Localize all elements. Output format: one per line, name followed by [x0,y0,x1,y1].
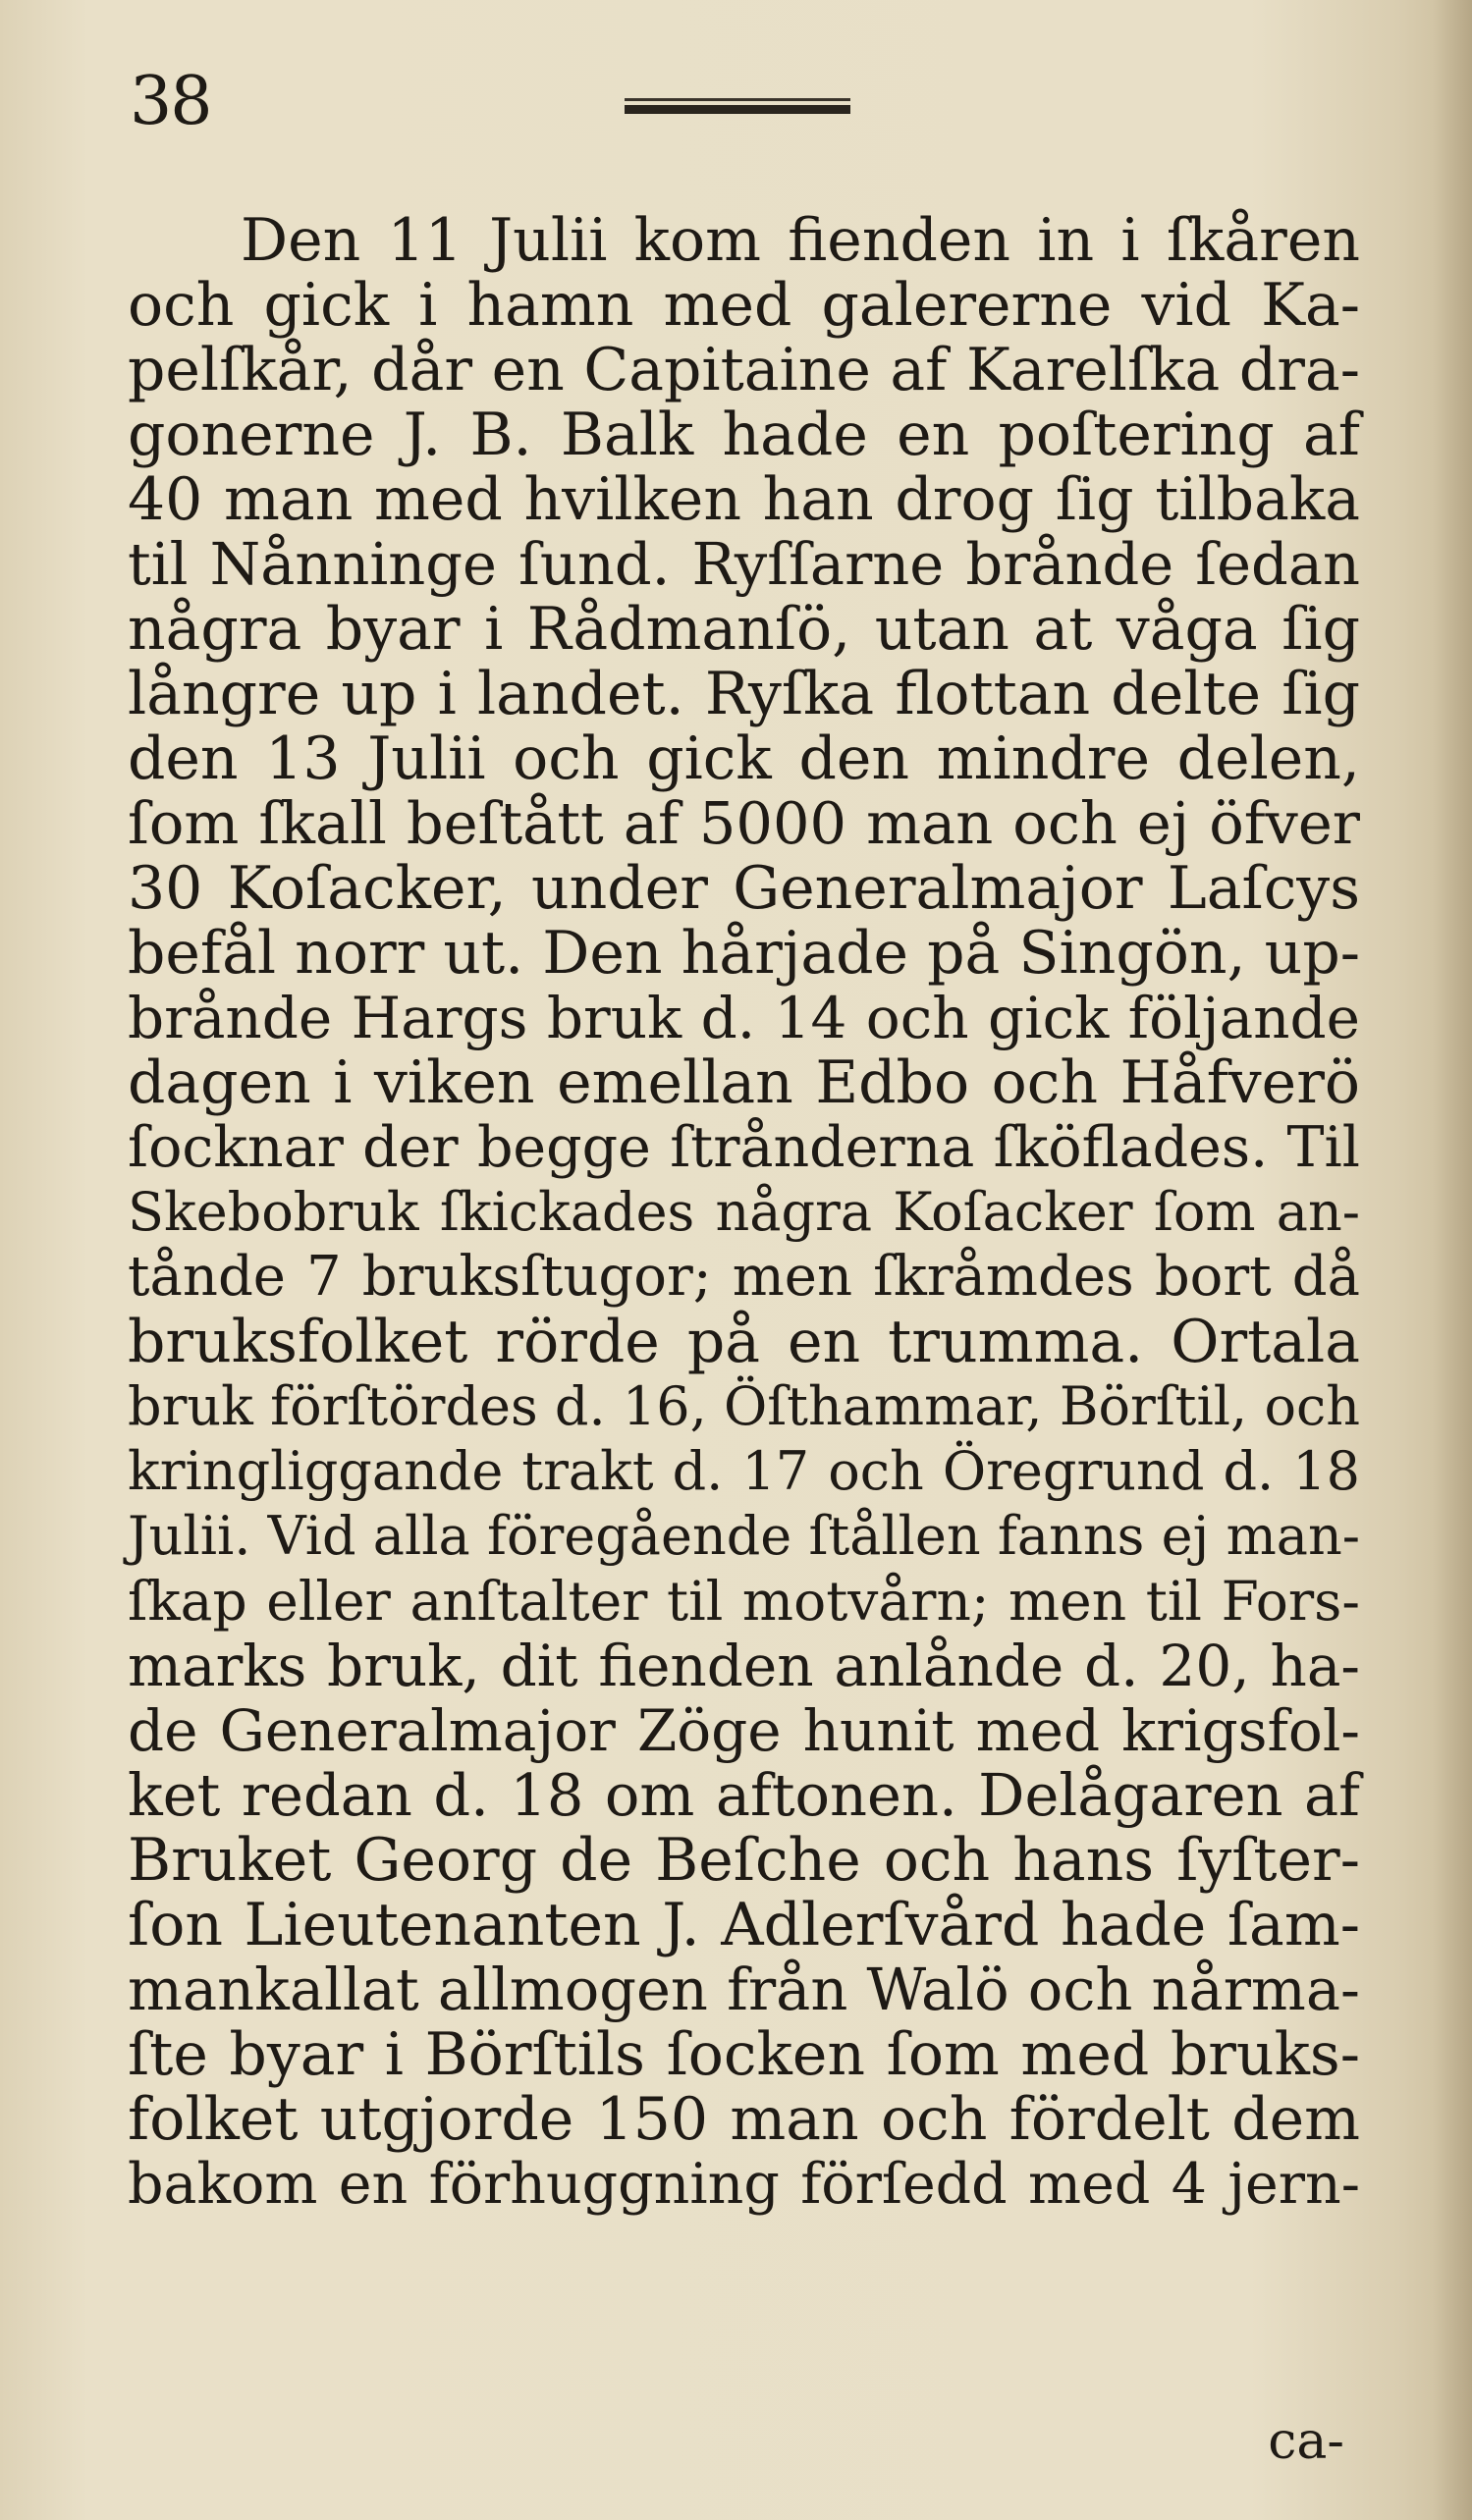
page-edge-shadow [1433,0,1472,2520]
text-line: bakom en förhuggning förſedd med 4 jern- [128,2152,1360,2217]
text-line: ket redan d. 18 om aftonen. Delågaren af [128,1761,1360,1829]
text-line: tånde 7 bruksſtugor; men ſkråmdes bort då [128,1245,1360,1309]
text-line: ſocknar der begge ſtrånderna ſköflades. Til [128,1115,1360,1180]
text-line: Den 11 Julii kom fienden in i ſkåren [241,206,1360,275]
text-line: pelſkår, dår en Capitaine af Karelſka dra- [128,336,1360,404]
text-line: befål norr ut. Den hårjade på Singön, up- [128,919,1360,988]
text-line: Skebobruk ſkickades några Koſacker ſom an- [128,1181,1360,1243]
catchword: ca- [1268,2412,1344,2471]
text-line: marks bruk, dit fienden anlånde d. 20, ha- [128,1633,1360,1699]
text-line: de Generalmajor Zöge hunit med krigsfol- [128,1697,1360,1764]
text-line: dagen i viken emellan Edbo och Håfverö [128,1048,1360,1117]
text-line: bruk förſtördes d. 16, Öſthammar, Börſtil, och [128,1375,1360,1437]
text-line: ſom ſkall beſtått af 5000 man och ej öfver [128,789,1360,857]
text-line: ſte byar i Börſtils ſocken ſom med bruks- [128,2020,1360,2089]
header-ornament-rule [625,98,850,116]
text-line: bruksfolket rörde på en trumma. Ortala [128,1308,1360,1376]
text-line: Bruket Georg de Beſche och hans ſyſter- [128,1826,1360,1895]
body-text [128,208,1360,2217]
text-line: mankallat allmogen från Walö och nårma- [128,1956,1360,2023]
text-line: til Nånninge ſund. Ryſſarne brånde ſedan [128,530,1360,598]
text-line: långre up i landet. Ryſka flottan delte ſig [128,660,1360,728]
text-line: 30 Koſacker, under Generalmajor Laſcys [128,854,1360,923]
text-line: 40 man med hvilken han drog ſig tilbaka [128,465,1360,534]
text-line: kringliggande trakt d. 17 och Öregrund d. 18 [128,1440,1360,1502]
text-line: den 13 Julii och gick den mindre delen, [128,724,1360,793]
text-line: brånde Hargs bruk d. 14 och gick följande [128,985,1360,1051]
text-line: några byar i Rådmanſö, utan at våga ſig [128,595,1360,664]
text-line: ſkap eller anſtalter til motvårn; men til Fors- [128,1570,1360,1633]
text-line: gonerne J. B. Balk hade en poſtering af [128,401,1360,469]
text-line: ſon Lieutenanten J. Adlerſvård hade ſam- [128,1891,1360,1959]
text-line: folket utgjorde 150 man och fördelt dem [128,2085,1360,2154]
page-number: 38 [130,63,211,140]
text-line: Julii. Vid alla föregående ſtållen fanns ej man- [128,1505,1360,1567]
text-line: och gick i hamn med galererne vid Ka- [128,271,1360,340]
